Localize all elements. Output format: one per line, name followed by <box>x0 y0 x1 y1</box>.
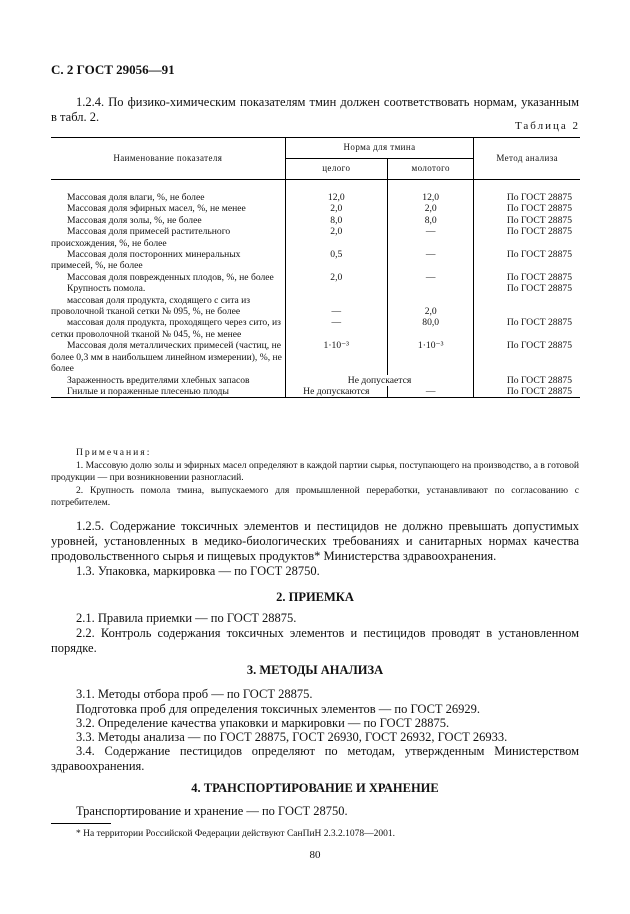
row-whole: 0,5 <box>285 249 387 272</box>
row-whole: 2,0 <box>285 203 387 214</box>
row-ground: 2,0 <box>387 203 473 214</box>
paragraph-3-1b: Подготовка проб для определения токсичных элементов — по ГОСТ 26929. <box>76 702 481 716</box>
table-caption: Таблица 2 <box>514 120 580 132</box>
table-row <box>51 295 580 318</box>
section-title-acceptance: 2. ПРИЕМКА <box>276 590 354 604</box>
table-row <box>51 226 580 249</box>
row-ground: — <box>387 272 473 283</box>
header-norm: Норма для тмина <box>285 138 474 159</box>
row-whole: 2,0 <box>285 226 387 249</box>
row-method: По ГОСТ 28875 <box>474 340 580 374</box>
row-whole: — <box>285 317 387 340</box>
footnote-divider <box>51 823 111 824</box>
table-row <box>51 272 580 283</box>
section-title-transport: 4. ТРАНСПОРТИРОВАНИЕ И ХРАНЕНИЕ <box>191 781 439 795</box>
note-item: 2. Крупность помола тмина, выпускаемого для промышленной переработки, устанавливают по согласованию с потребителем. <box>51 484 579 509</box>
paragraph-3-3: 3.3. Методы анализа — по ГОСТ 28875, ГОСТ 26930, ГОСТ 26932, ГОСТ 26933. <box>76 730 508 744</box>
row-whole <box>285 283 387 294</box>
row-method: По ГОСТ 28875 <box>474 192 580 203</box>
row-whole: 1·10⁻³ <box>285 340 387 374</box>
paragraph-4: Транспортирование и хранение — по ГОСТ 28750. <box>76 804 348 818</box>
table-notes <box>51 447 579 510</box>
row-name: Массовая доля металлических примесей (частиц, не более 0,3 мм в наибольшем линейном измерении), %, не более <box>51 340 282 375</box>
row-whole: 8,0 <box>285 215 387 226</box>
footnote: * На территории Российской Федерации действуют СанПиН 2.3.2.1078—2001. <box>76 829 396 839</box>
row-ground: — <box>387 249 473 272</box>
paragraph-3-4: 3.4. Содержание пестицидов определяют по методам, утвержденным Министерством здравоохранения. <box>51 744 579 773</box>
norms-table <box>51 137 580 398</box>
row-method: По ГОСТ 28875 <box>474 375 580 386</box>
row-ground: — <box>387 386 473 398</box>
row-ground: — <box>387 226 473 249</box>
row-name: Массовая доля посторонних минеральных примесей, %, не более <box>51 249 241 272</box>
row-method: По ГОСТ 28875 <box>474 317 580 340</box>
notes-title: Примечания: <box>76 447 152 458</box>
row-method: По ГОСТ 28875 <box>474 283 580 294</box>
row-name: Массовая доля влаги, %, не более <box>67 192 205 203</box>
paragraph-3-1: 3.1. Методы отбора проб — по ГОСТ 28875. <box>76 687 313 701</box>
header-whole: целого <box>285 159 387 180</box>
row-name: Зараженность вредителями хлебных запасов <box>67 374 250 386</box>
row-name: Массовая доля золы, %, не более <box>67 214 202 226</box>
section-title-methods: 3. МЕТОДЫ АНАЛИЗА <box>246 663 384 677</box>
row-name: Гнилые и пораженные плесенью плоды <box>67 385 229 397</box>
paragraph-1-2-5: 1.2.5. Содержание токсичных элементов и пестицидов не должно превышать допустимых уровней, установленных в медико-биологических требованиях и санитарных нормах качества продовольственного сырья и пищевых продуктов* Министерства здравоохранения. <box>51 519 579 563</box>
table-row <box>51 203 580 214</box>
row-name: Массовая доля поврежденных плодов, %, не более <box>67 271 274 283</box>
table-row <box>51 375 580 386</box>
table-row <box>51 340 580 374</box>
row-name: Массовая доля эфирных масел, %, не менее <box>67 203 246 215</box>
header-method: Метод анализа <box>474 138 580 180</box>
row-ground: 80,0 <box>387 317 473 340</box>
page-header: С. 2 ГОСТ 29056—91 <box>51 62 175 77</box>
row-ground: 8,0 <box>387 215 473 226</box>
table-row <box>51 215 580 226</box>
row-method: По ГОСТ 28875 <box>474 226 580 249</box>
row-method: По ГОСТ 28875 <box>474 386 580 398</box>
row-ground: 12,0 <box>387 192 473 203</box>
row-name: Крупность помола. <box>67 283 146 295</box>
paragraph-2-1: 2.1. Правила приемки — по ГОСТ 28875. <box>76 611 297 625</box>
row-whole: 2,0 <box>285 272 387 283</box>
table-row <box>51 249 580 272</box>
page-number: 80 <box>309 849 321 861</box>
header-indicator: Наименование показателя <box>113 152 223 163</box>
table-row <box>51 386 580 398</box>
row-ground <box>387 283 473 294</box>
row-ground: 1·10⁻³ <box>387 340 473 374</box>
paragraph-2-2: 2.2. Контроль содержания токсичных элементов и пестицидов проводят в установленном порядке. <box>51 626 579 655</box>
note-item: 1. Массовую долю золы и эфирных масел определяют в каждой партии сырья, поступающего на производство, а в готовой продукции — при возникновении разногласий. <box>51 459 579 484</box>
row-method: По ГОСТ 28875 <box>474 272 580 283</box>
row-whole: Не допускаются <box>285 386 387 398</box>
paragraph-1-2-4: 1.2.4. По физико-химическим показателям тмин должен соответствовать нормам, указанным в табл. 2. <box>51 95 579 124</box>
table-row <box>51 317 580 340</box>
row-name: массовая доля продукта, сходящего с сита из проволочной тканой сетки № 095, %, не более <box>51 294 251 318</box>
row-ground: 2,0 <box>387 295 473 318</box>
row-name: Массовая доля примесей растительного происхождения, %, не более <box>51 226 231 249</box>
row-method: По ГОСТ 28875 <box>474 249 580 272</box>
table-row <box>51 283 580 294</box>
table-row <box>51 192 580 203</box>
row-whole: 12,0 <box>285 192 387 203</box>
row-method <box>474 295 580 318</box>
paragraph-3-2: 3.2. Определение качества упаковки и маркировки — по ГОСТ 28875. <box>76 716 450 730</box>
row-method: По ГОСТ 28875 <box>474 215 580 226</box>
row-name: массовая доля продукта, проходящего через сито, из сетки проволочной тканой № 045, %, не менее <box>51 317 281 340</box>
row-whole: — <box>285 295 387 318</box>
row-value-merged: Не допускается <box>285 375 474 386</box>
paragraph-1-3: 1.3. Упаковка, маркировка — по ГОСТ 28750. <box>76 564 320 578</box>
header-ground: молотого <box>387 159 473 180</box>
row-method: По ГОСТ 28875 <box>474 203 580 214</box>
